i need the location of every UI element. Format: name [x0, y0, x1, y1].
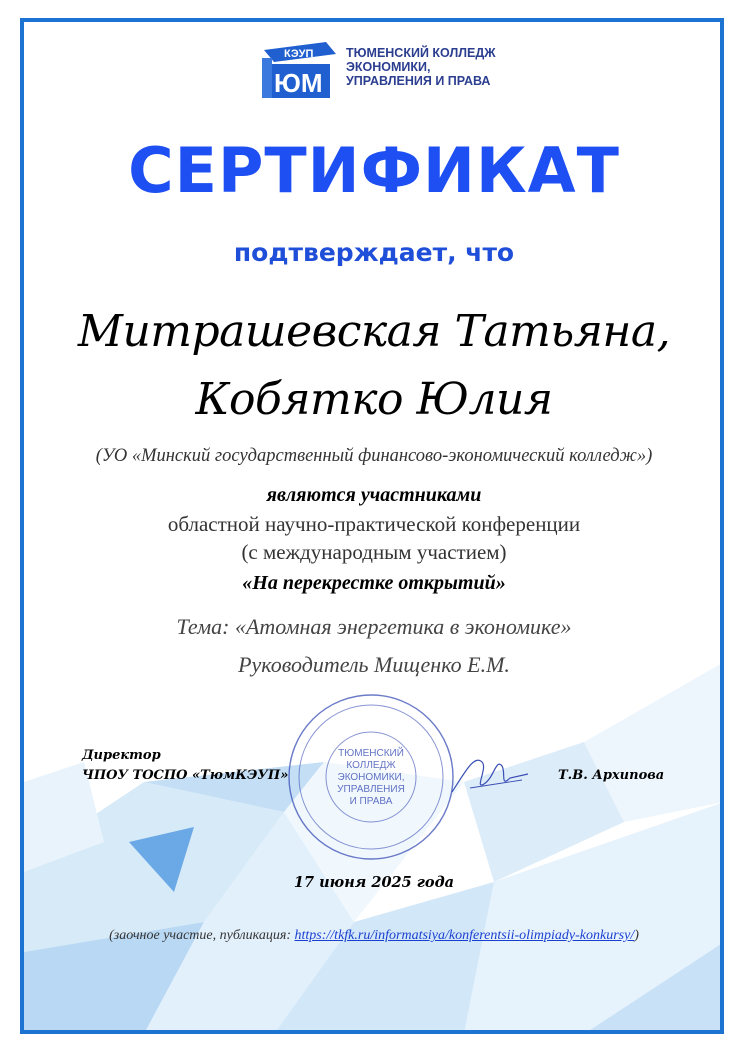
supervisor: Руководитель Мищенко Е.М.	[238, 652, 510, 677]
event-name: «На перекрестке открытий»	[242, 572, 506, 594]
stamp-line-4: УПРАВЛЕНИЯ	[337, 784, 405, 795]
participation-status: являются участниками	[266, 484, 482, 506]
signature-icon	[444, 744, 534, 804]
note-prefix: (заочное участие, публикация:	[109, 928, 295, 943]
signatory-organization: ЧПОУ ТОСПО «ТюмКЭУП»	[82, 768, 289, 783]
issue-date: 17 июня 2025 года	[293, 874, 455, 891]
college-logo-icon	[254, 40, 344, 102]
topic: Тема: «Атомная энергетика в экономике»	[176, 614, 572, 639]
certificate-title: СЕРТИФИКАТ	[128, 134, 620, 207]
stamp-line-5: И ПРАВА	[349, 796, 393, 807]
event-description: областной научно-практической конференции	[167, 512, 581, 536]
note-suffix: )	[634, 928, 639, 943]
certificate-frame	[20, 18, 724, 1034]
official-stamp-icon	[286, 692, 456, 862]
signatory-role: Директор	[82, 748, 161, 763]
stamp-line-1: ТЮМЕНСКИЙ	[338, 748, 404, 759]
certificate-subtitle: подтверждает, что	[233, 238, 515, 267]
publication-note	[24, 928, 724, 944]
publication-link[interactable]: https://tkfk.ru/informatsiya/konferentsii-olimpiady-konkursy/	[294, 928, 635, 943]
recipient-name-2: Кобятко Юлия	[195, 374, 553, 425]
recipient-organization: (УО «Минский государственный финансово-экономический колледж»)	[95, 446, 653, 466]
recipient-name-1: Митрашевская Татьяна,	[77, 306, 671, 357]
event-international: (с международным участием)	[241, 540, 507, 564]
svg-text:ЮМ: ЮМ	[274, 68, 323, 98]
signatory-name: Т.В. Архипова	[558, 768, 665, 783]
college-name: ТЮМЕНСКИЙ КОЛЛЕДЖ ЭКОНОМИКИ, УПРАВЛЕНИЯ И ПРАВА	[346, 46, 496, 88]
stamp-line-2: КОЛЛЕДЖ	[346, 760, 396, 771]
stamp-line-3: ЭКОНОМИКИ,	[337, 772, 405, 783]
svg-text:КЭУП: КЭУП	[284, 48, 314, 60]
